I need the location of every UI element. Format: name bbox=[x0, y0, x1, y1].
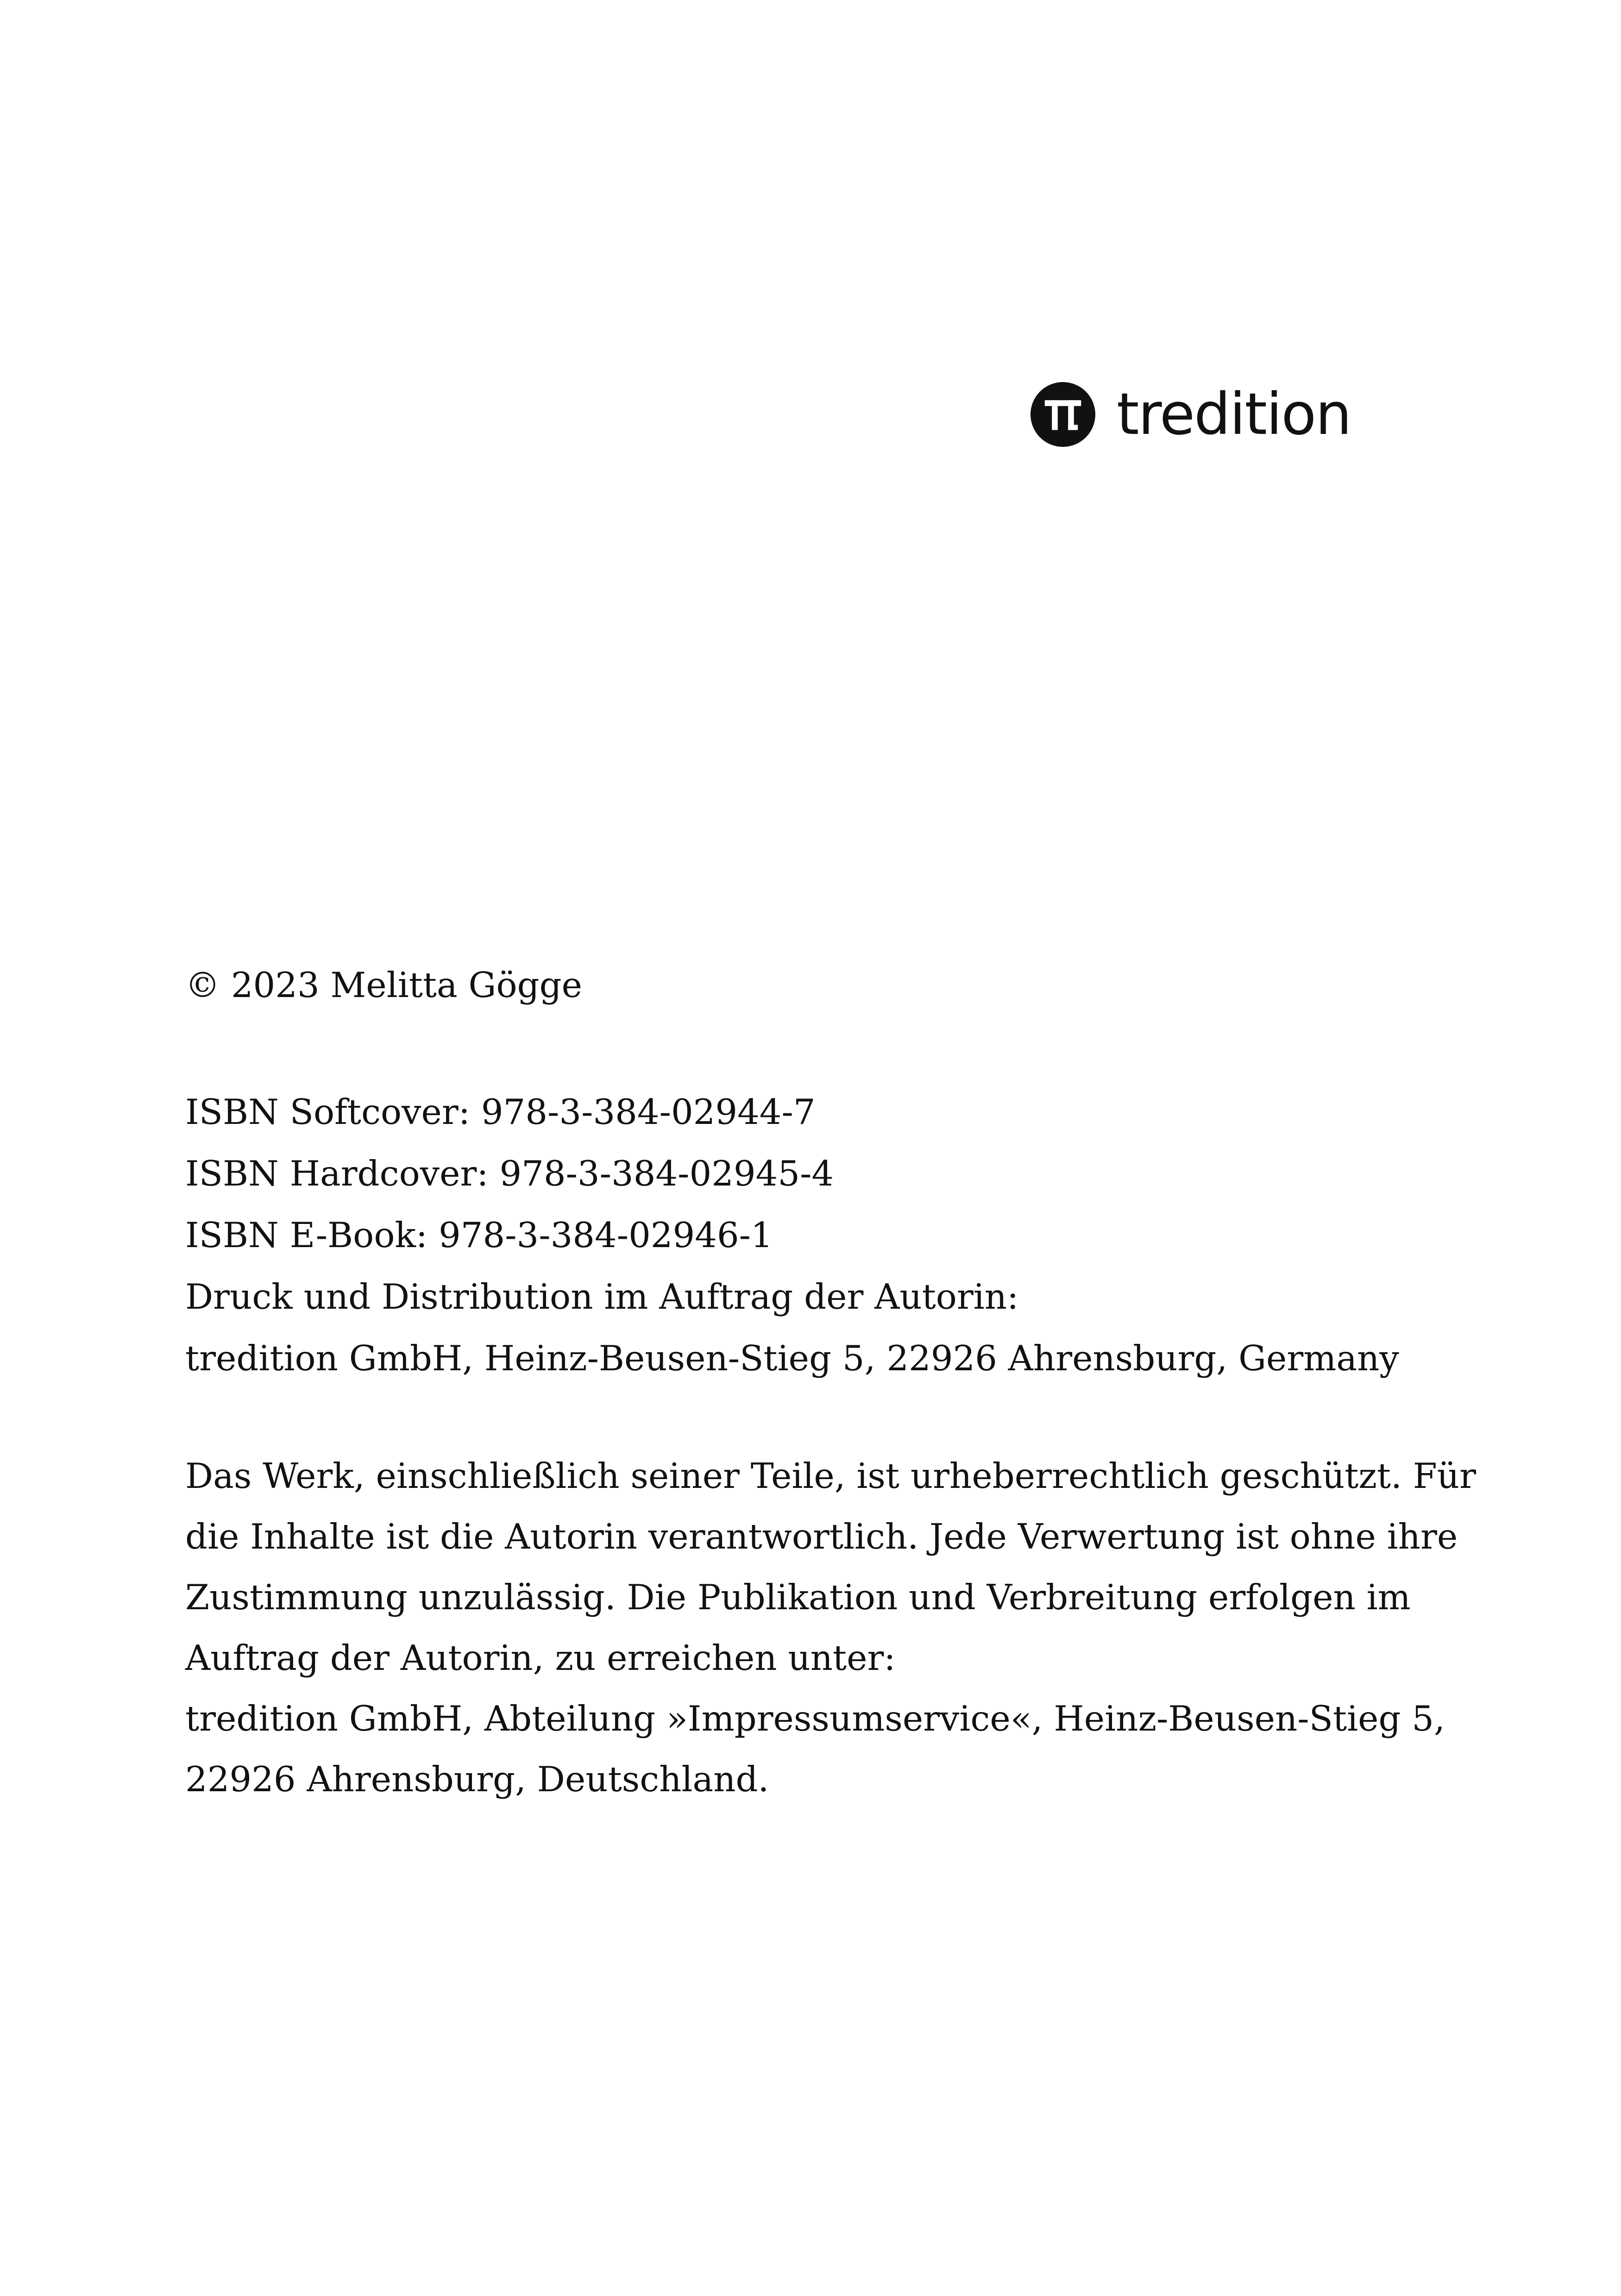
legal-line: Zustimmung unzulässig. Die Publikation und Verbreitung erfolgen im bbox=[185, 1577, 1411, 1618]
legal-line: Auftrag der Autorin, zu erreichen unter: bbox=[185, 1637, 896, 1678]
legal-notice bbox=[185, 1446, 1476, 1810]
legal-line: 22926 Ahrensburg, Deutschland. bbox=[185, 1759, 769, 1800]
publisher-address: tredition GmbH, Heinz-Beusen-Stieg 5, 22926 Ahrensburg, Germany bbox=[185, 1338, 1399, 1379]
publisher-logo bbox=[1030, 382, 1351, 447]
isbn-hardcover: ISBN Hardcover: 978-3-384-02945-4 bbox=[185, 1153, 834, 1194]
imprint-block bbox=[185, 1081, 1399, 1389]
legal-line: Das Werk, einschließlich seiner Teile, ist urheberrechtlich geschützt. Für bbox=[185, 1455, 1476, 1496]
isbn-ebook: ISBN E-Book: 978-3-384-02946-1 bbox=[185, 1215, 773, 1255]
copyright-line: © 2023 Melitta Gögge bbox=[185, 965, 583, 1005]
logo-wordmark: tredition bbox=[1117, 381, 1351, 448]
legal-line: tredition GmbH, Abteilung »Impressumservice«, Heinz-Beusen-Stieg 5, bbox=[185, 1698, 1445, 1739]
tredition-logo-icon bbox=[1030, 382, 1095, 447]
distribution-note: Druck und Distribution im Auftrag der Autorin: bbox=[185, 1276, 1019, 1317]
legal-line: die Inhalte ist die Autorin verantwortlich. Jede Verwertung ist ohne ihre bbox=[185, 1516, 1458, 1557]
isbn-softcover: ISBN Softcover: 978-3-384-02944-7 bbox=[185, 1092, 816, 1132]
